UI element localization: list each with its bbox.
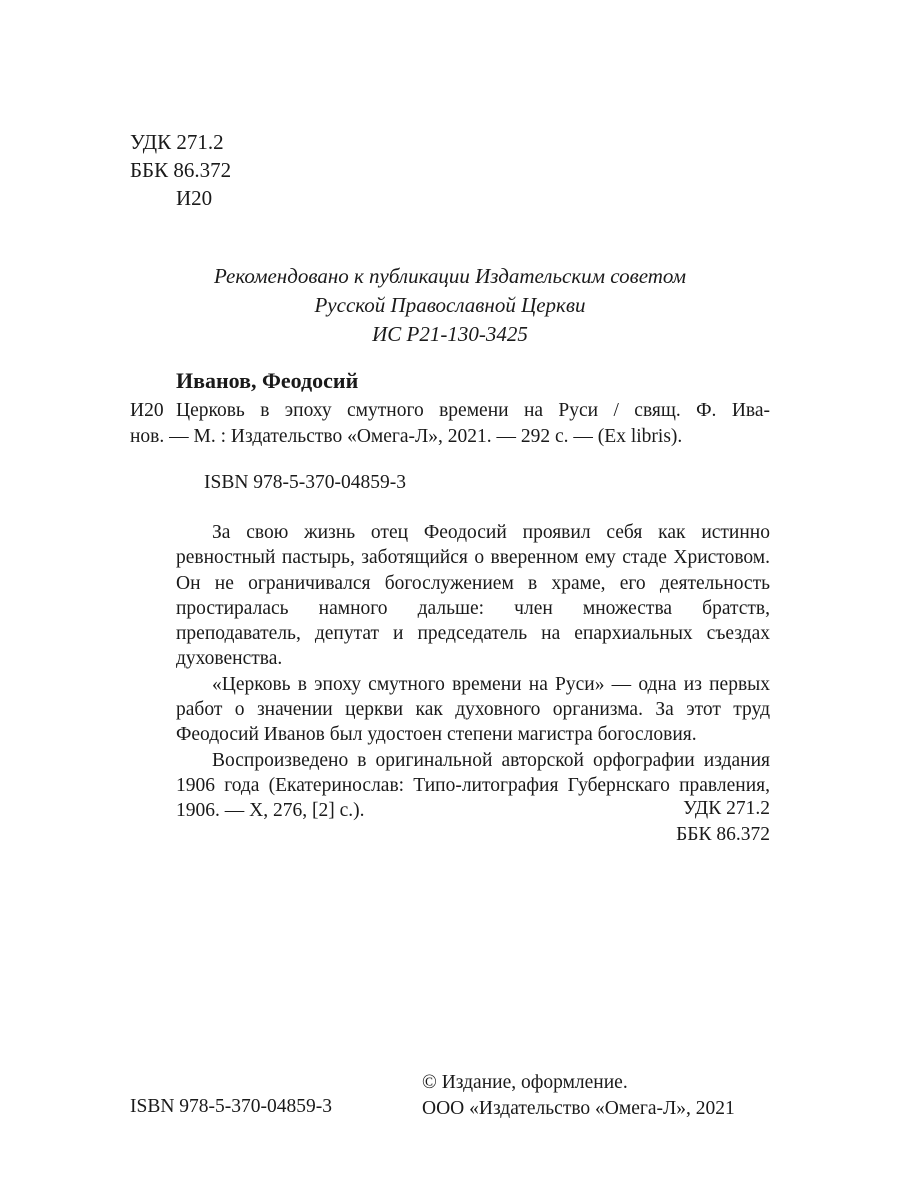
recommendation-block xyxy=(130,262,770,349)
annotation-paragraph-3: Воспроизведено в оригинальной авторской орфографии издания 1906 года (Екатеринослав: Типо-литография Губернскаго правления, 1906. — X, 276, [2] с.). xyxy=(176,749,770,822)
udk-code: УДК 271.2 xyxy=(130,130,224,154)
recommendation-line-3: ИС Р21-130-3425 xyxy=(372,322,528,346)
copyright-line-1: © Издание, оформление. xyxy=(422,1072,628,1093)
bib-line-1: Церковь в эпоху смутного времени на Руси / свящ. Ф. Ива- xyxy=(176,400,770,421)
bib-isbn: ISBN 978-5-370-04859-3 xyxy=(204,472,407,493)
footer-isbn: ISBN 978-5-370-04859-3 xyxy=(130,1096,333,1117)
copyright-line-2: ООО «Издательство «Омега-Л», 2021 xyxy=(422,1098,735,1119)
recommendation-line-2: Русской Православной Церкви xyxy=(314,293,586,317)
copyright-block xyxy=(422,1070,735,1122)
annotation xyxy=(176,520,770,824)
bbk-code: ББК 86.372 xyxy=(130,158,232,182)
annotation-codes xyxy=(676,796,770,848)
author-name: Иванов, Феодосий xyxy=(176,368,359,393)
annotation-bbk: ББК 86.372 xyxy=(676,824,770,845)
author-code: И20 xyxy=(176,186,213,210)
annotation-paragraph-2: «Церковь в эпоху смутного времени на Руси» — одна из первых работ о значении церкви как духовного организма. За этот труд Феодосий Иванов был удостоен степени магистра богословия. xyxy=(176,673,770,746)
bib-line-2: нов. — М. : Издательство «Омега-Л», 2021. — 292 с. — (Ex libris). xyxy=(130,426,683,447)
annotation-paragraph-1: За свою жизнь отец Феодосий проявил себя как истинно ревностный пастырь, заботящийся о вверенном ему стаде Христовом. Он не ограничивался богослужением в храме, его деятельность простиралась намного дальше: член множества братств, преподаватель, депутат и председатель на епархиальных съездах духовенства. xyxy=(176,522,770,670)
recommendation-line-1: Рекомендовано к публикации Издательским советом xyxy=(213,264,687,288)
bibliographic-description xyxy=(130,398,770,450)
annotation-udk: УДК 271.2 xyxy=(683,798,770,819)
bib-code: И20 xyxy=(130,400,164,421)
